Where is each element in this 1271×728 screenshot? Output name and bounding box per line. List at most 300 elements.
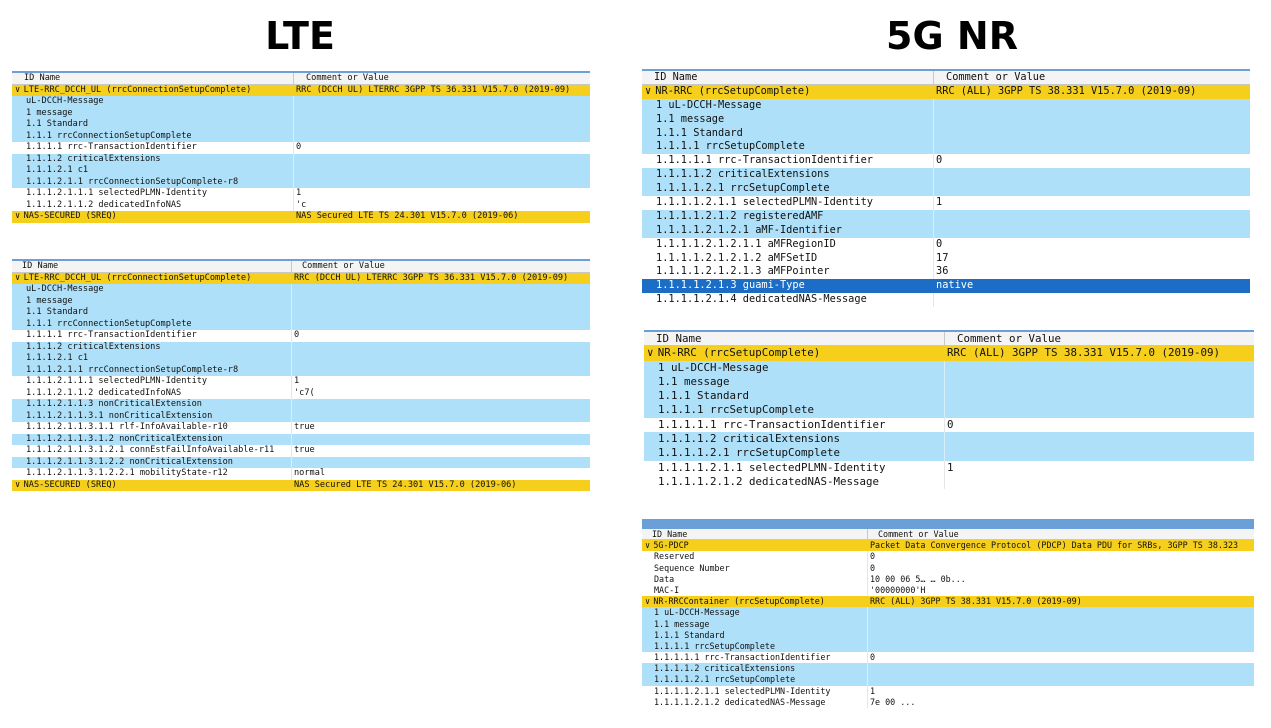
id-name-cell	[644, 418, 945, 432]
id-name-text: NR-RRCContainer (rrcSetupComplete)	[653, 596, 825, 607]
id-name-text: 1.1.1 Standard	[658, 389, 750, 403]
tree-row[interactable]	[642, 697, 1254, 708]
id-name-text: 1.1.1.2.1.1.3.1.2 nonCriticalExtension	[26, 433, 223, 444]
tree-row[interactable]	[12, 188, 590, 200]
value-cell	[292, 422, 590, 434]
id-name-text: uL-DCCH-Message	[26, 284, 104, 294]
tree-row[interactable]	[12, 165, 590, 177]
id-name-text: 1.1.1.1.2 criticalExtensions	[658, 432, 841, 446]
value-cell	[292, 388, 590, 400]
id-name-cell	[642, 113, 934, 127]
tree-row[interactable]	[642, 663, 1254, 674]
value-text: 0	[870, 562, 876, 573]
tree-row[interactable]	[12, 457, 590, 469]
tree-row[interactable]	[644, 432, 1254, 446]
value-cell	[945, 361, 1254, 375]
value-cell	[934, 182, 1250, 196]
chevron-down-icon[interactable]: ∨	[645, 540, 651, 551]
value-column-header[interactable]: Comment or Value	[946, 71, 1046, 83]
id-name-text: 1.1.1.2.1.1.2 dedicatedInfoNAS	[26, 199, 182, 210]
value-cell	[934, 252, 1250, 266]
value-cell	[934, 85, 1250, 99]
chevron-down-icon[interactable]: ∨	[15, 84, 21, 95]
protocol-header-row[interactable]	[642, 85, 1250, 99]
id-name-cell	[644, 446, 945, 460]
id-name-cell	[642, 563, 868, 574]
id-name-cell	[642, 574, 868, 585]
tree-row[interactable]	[642, 252, 1250, 266]
value-cell	[292, 273, 590, 285]
id-name-cell	[642, 99, 934, 113]
id-name-text: 1.1.1.1.2.1.2.1.3 aMFPointer	[656, 265, 830, 278]
value-cell	[945, 446, 1254, 460]
tree-row[interactable]	[642, 619, 1254, 630]
id-name-text: 1.1 Standard	[26, 307, 89, 317]
id-name-text: 1.1.1.2.1 c1	[26, 165, 89, 175]
value-cell	[934, 154, 1250, 168]
id-name-column-header[interactable]: ID Name	[12, 73, 294, 84]
value-cell	[294, 188, 590, 200]
tree-row[interactable]	[642, 630, 1254, 641]
id-name-cell	[642, 607, 868, 618]
tree-row[interactable]	[12, 376, 590, 388]
value-text: 10 00 06 5… … 0b...	[870, 573, 966, 584]
tree-row[interactable]	[644, 389, 1254, 403]
id-name-cell	[644, 346, 945, 360]
protocol-header-row[interactable]	[12, 211, 590, 223]
tree-row[interactable]	[642, 686, 1254, 697]
value-cell	[868, 607, 1254, 618]
tree-row[interactable]	[642, 293, 1250, 307]
value-cell	[292, 330, 590, 342]
id-name-text: 1.1.1.2.1 c1	[26, 353, 89, 363]
id-name-cell	[642, 641, 868, 652]
value-text: 'c	[296, 199, 307, 210]
tree-row[interactable]	[642, 182, 1250, 196]
value-cell	[934, 238, 1250, 252]
value-cell	[934, 293, 1250, 307]
id-name-cell	[12, 154, 294, 166]
column-header	[642, 529, 1254, 540]
tree-row[interactable]	[644, 403, 1254, 417]
value-text: RRC (DCCH UL) LTERRC 3GPP TS 36.331 V15.7.0 (2019-09)	[294, 272, 569, 283]
id-name-cell	[644, 361, 945, 375]
chevron-down-icon[interactable]: ∨	[15, 211, 21, 221]
id-name-text: 1.1.1.1.2.1.2.1.1 aMFRegionID	[656, 237, 836, 250]
value-cell	[945, 403, 1254, 417]
value-cell	[868, 641, 1254, 652]
value-cell	[945, 461, 1254, 475]
id-name-cell	[644, 389, 945, 403]
id-name-cell	[642, 551, 868, 562]
id-name-text: 1.1.1.2.1.1.3.1.2.2.1 mobilityState-r12	[26, 468, 228, 478]
id-name-cell	[642, 279, 934, 293]
id-name-column-header[interactable]: ID Name	[644, 332, 945, 345]
tree-row[interactable]	[644, 361, 1254, 375]
tree-row[interactable]	[12, 154, 590, 166]
id-name-text: 1.1 message	[654, 618, 710, 629]
value-cell	[945, 375, 1254, 389]
tree-row[interactable]	[642, 210, 1250, 224]
id-name-cell	[642, 224, 934, 238]
id-name-column-header[interactable]: ID Name	[642, 529, 868, 539]
value-cell	[868, 686, 1254, 697]
id-name-text: 1.1.1.2 criticalExtensions	[26, 341, 161, 352]
tree-row[interactable]	[12, 131, 590, 143]
value-text: 1	[947, 460, 954, 474]
value-cell	[292, 434, 590, 446]
value-text: normal	[294, 468, 326, 478]
id-name-text: 1 message	[26, 295, 73, 306]
tree-row[interactable]	[642, 224, 1250, 238]
value-cell	[934, 99, 1250, 113]
value-cell	[294, 119, 590, 131]
id-name-cell	[12, 353, 292, 365]
tree-row[interactable]	[12, 96, 590, 108]
value-text: RRC (ALL) 3GPP TS 38.331 V15.7.0 (2019-09)	[947, 346, 1221, 360]
tree-row[interactable]	[642, 113, 1250, 127]
tree-row[interactable]	[12, 307, 590, 319]
value-text: true	[294, 422, 315, 432]
tree-row[interactable]	[642, 140, 1250, 154]
id-name-text: MAC-I	[654, 584, 680, 595]
id-name-text: 1.1 Standard	[26, 119, 89, 129]
value-cell	[292, 399, 590, 411]
id-name-text: 1.1.1.2.1.1 rrcConnectionSetupComplete-r8	[26, 364, 239, 375]
id-name-text: 1.1.1.2 criticalExtensions	[26, 153, 161, 164]
id-name-cell	[642, 663, 868, 674]
id-name-cell	[642, 652, 868, 663]
value-cell	[294, 211, 590, 223]
id-name-cell	[642, 619, 868, 630]
id-name-text: 1.1 message	[656, 112, 725, 125]
chevron-down-icon[interactable]: ∨	[15, 479, 21, 490]
id-name-cell	[12, 399, 292, 411]
id-name-text: 1.1.1 Standard	[654, 629, 725, 640]
id-name-text: 1.1.1.1.2.1.2 registeredAMF	[656, 209, 824, 222]
value-cell	[934, 196, 1250, 210]
id-name-text: 1.1.1.1.2.1 rrcSetupComplete	[654, 674, 796, 685]
id-name-text: 1.1.1.1.2.1.2.1 aMF-Identifier	[656, 223, 842, 236]
value-cell	[292, 365, 590, 377]
id-name-text: 1.1.1.1 rrcSetupComplete	[658, 403, 815, 417]
tree-row[interactable]	[12, 296, 590, 308]
chevron-down-icon[interactable]: ∨	[645, 596, 651, 607]
value-cell	[294, 85, 590, 97]
value-cell	[294, 200, 590, 212]
tree-row[interactable]	[12, 353, 590, 365]
tree-row[interactable]	[642, 641, 1254, 652]
lte-heading: LTE	[265, 14, 335, 58]
id-name-text: Reserved	[654, 551, 695, 562]
value-text: 1	[294, 376, 300, 386]
tree-row[interactable]	[12, 411, 590, 423]
id-name-cell	[12, 480, 292, 492]
id-name-cell	[642, 196, 934, 210]
value-cell	[934, 265, 1250, 279]
id-name-cell	[642, 238, 934, 252]
id-name-text: 1.1.1 Standard	[656, 126, 743, 139]
nr-decode-panel-bottom	[642, 519, 1254, 708]
id-name-text: 1.1.1.2.1.1 rrcConnectionSetupComplete-r8	[26, 176, 239, 187]
id-name-text: 1.1.1.2.1.1.3 nonCriticalExtension	[26, 399, 202, 409]
id-name-cell	[642, 293, 934, 307]
id-name-text: 1.1.1.1.2 criticalExtensions	[654, 663, 796, 674]
tree-row[interactable]	[644, 461, 1254, 475]
tree-row[interactable]	[642, 238, 1250, 252]
tree-row[interactable]	[642, 154, 1250, 168]
tree-row[interactable]	[12, 319, 590, 331]
tree-row[interactable]	[642, 563, 1254, 574]
value-cell	[292, 319, 590, 331]
id-name-cell	[642, 630, 868, 641]
value-cell	[934, 168, 1250, 182]
id-name-text: 1.1.1.1.2.1.1 selectedPLMN-Identity	[656, 196, 873, 209]
value-text: 36	[936, 265, 949, 278]
tree-row[interactable]	[642, 674, 1254, 685]
value-text: 0	[870, 551, 876, 562]
value-cell	[868, 596, 1254, 607]
protocol-header-row[interactable]	[12, 273, 590, 285]
tree-row[interactable]	[12, 422, 590, 434]
id-name-cell	[12, 411, 292, 423]
nr-decode-panel-top	[642, 69, 1250, 307]
id-name-cell	[644, 461, 945, 475]
id-name-text: 1.1.1 rrcConnectionSetupComplete	[26, 130, 192, 141]
value-cell	[868, 574, 1254, 585]
tree-row[interactable]	[644, 475, 1254, 489]
tree-row[interactable]	[12, 142, 590, 154]
value-column-header[interactable]: Comment or Value	[957, 332, 1062, 345]
id-name-text: 1.1.1.1.1 rrc-TransactionIdentifier	[658, 417, 886, 431]
value-cell	[934, 210, 1250, 224]
value-cell	[868, 551, 1254, 562]
id-name-cell	[12, 319, 292, 331]
tree-row[interactable]	[12, 365, 590, 377]
value-cell	[934, 224, 1250, 238]
id-name-text: 5G-PDCP	[653, 540, 689, 551]
id-name-text: 1.1.1.1 rrc-TransactionIdentifier	[26, 330, 197, 340]
value-cell	[292, 284, 590, 296]
value-cell	[294, 96, 590, 108]
value-cell	[868, 563, 1254, 574]
id-name-cell	[12, 422, 292, 434]
value-cell	[868, 630, 1254, 641]
id-name-text: NAS-SECURED (SREQ)	[23, 479, 117, 490]
id-name-column-header[interactable]: ID Name	[642, 71, 934, 84]
value-text: RRC (DCCH UL) LTERRC 3GPP TS 36.331 V15.7.0 (2019-09)	[296, 84, 571, 95]
protocol-header-row[interactable]	[12, 480, 590, 492]
id-name-cell	[644, 432, 945, 446]
value-text: RRC (ALL) 3GPP TS 38.331 V15.7.0 (2019-09)	[936, 84, 1197, 97]
tree-row[interactable]	[12, 468, 590, 480]
value-cell	[945, 432, 1254, 446]
id-name-cell	[12, 131, 294, 143]
nr-decode-panel-middle	[644, 330, 1254, 489]
protocol-header-row[interactable]	[642, 596, 1254, 607]
id-name-text: 1.1.1.2.1.1.3.1.1 rlf-InfoAvailable-r10	[26, 422, 228, 432]
tree-row[interactable]	[642, 652, 1254, 663]
id-name-text: 1.1.1.1.2.1.2 dedicatedNAS-Message	[658, 474, 880, 488]
value-text: true	[294, 445, 315, 455]
tree-row[interactable]	[12, 108, 590, 120]
value-cell	[292, 411, 590, 423]
value-cell	[868, 663, 1254, 674]
id-name-text: 1.1.1.2.1.1.1 selectedPLMN-Identity	[26, 376, 208, 386]
value-text: NAS Secured LTE TS 24.301 V15.7.0 (2019-06)	[296, 211, 519, 221]
value-cell	[292, 480, 590, 492]
id-name-cell	[642, 168, 934, 182]
value-column-header[interactable]: Comment or Value	[306, 73, 389, 83]
tree-row[interactable]	[12, 445, 590, 457]
value-cell	[934, 279, 1250, 293]
tree-row[interactable]	[642, 551, 1254, 562]
protocol-header-row[interactable]	[642, 540, 1254, 551]
value-cell	[945, 418, 1254, 432]
value-cell	[945, 389, 1254, 403]
value-text: RRC (ALL) 3GPP TS 38.331 V15.7.0 (2019-09)	[870, 596, 1082, 607]
lte-decode-panel-large	[12, 259, 590, 491]
tree-row[interactable]	[12, 200, 590, 212]
id-name-text: 1 uL-DCCH-Message	[654, 607, 740, 618]
chevron-down-icon[interactable]: ∨	[645, 84, 652, 97]
id-name-cell	[642, 596, 868, 607]
tree-row[interactable]	[12, 388, 590, 400]
tree-row[interactable]	[644, 446, 1254, 460]
column-header	[644, 332, 1254, 346]
id-name-cell	[12, 284, 292, 296]
id-name-text: NAS-SECURED (SREQ)	[23, 211, 117, 221]
id-name-cell	[12, 330, 292, 342]
chevron-down-icon[interactable]: ∨	[15, 272, 21, 283]
value-text: 0	[294, 330, 300, 340]
id-name-text: 1.1.1.2.1.1.1 selectedPLMN-Identity	[26, 188, 208, 198]
value-cell	[292, 353, 590, 365]
value-text: 0	[936, 154, 943, 167]
tree-row[interactable]	[642, 574, 1254, 585]
tree-row[interactable]	[12, 119, 590, 131]
value-text: 7e 00 ...	[870, 696, 916, 707]
id-name-cell	[642, 252, 934, 266]
tree-row[interactable]	[642, 279, 1250, 293]
value-column-header[interactable]: Comment or Value	[878, 529, 959, 539]
tree-row[interactable]	[642, 265, 1250, 279]
value-cell	[294, 177, 590, 189]
value-column-header[interactable]: Comment or Value	[302, 261, 385, 271]
id-name-cell	[12, 200, 294, 212]
id-name-column-header[interactable]: ID Name	[12, 261, 292, 272]
tree-row[interactable]	[642, 168, 1250, 182]
value-cell	[868, 619, 1254, 630]
id-name-cell	[12, 119, 294, 131]
value-text: '00000000'H	[870, 584, 926, 595]
id-name-cell	[642, 697, 868, 708]
value-cell	[868, 540, 1254, 551]
value-cell	[294, 131, 590, 143]
value-text: 0	[296, 142, 302, 152]
id-name-cell	[12, 273, 292, 285]
id-name-text: 1.1.1.1.2.1.1 selectedPLMN-Identity	[658, 460, 886, 474]
id-name-cell	[12, 142, 294, 154]
id-name-cell	[12, 177, 294, 189]
id-name-text: 1.1.1.1 rrcSetupComplete	[656, 140, 805, 153]
id-name-text: 1.1.1.1 rrc-TransactionIdentifier	[26, 142, 197, 152]
value-cell	[294, 165, 590, 177]
value-text: 0	[870, 652, 876, 663]
tree-row[interactable]	[642, 585, 1254, 596]
value-cell	[292, 457, 590, 469]
id-name-text: LTE-RRC_DCCH_UL (rrcConnectionSetupComplete)	[23, 84, 252, 95]
id-name-cell	[12, 388, 292, 400]
id-name-text: 1.1.1.1.2.1.2.1.2 aMFSetID	[656, 251, 818, 264]
tree-row[interactable]	[12, 284, 590, 296]
value-cell	[294, 142, 590, 154]
id-name-text: uL-DCCH-Message	[26, 96, 104, 106]
id-name-text: 1 message	[26, 107, 73, 118]
value-cell	[292, 296, 590, 308]
id-name-cell	[12, 296, 292, 308]
id-name-text: NR-RRC (rrcSetupComplete)	[657, 346, 821, 360]
id-name-cell	[12, 445, 292, 457]
tree-row[interactable]	[12, 399, 590, 411]
id-name-cell	[642, 686, 868, 697]
id-name-cell	[12, 376, 292, 388]
tree-row[interactable]	[644, 375, 1254, 389]
value-cell	[294, 108, 590, 120]
tree-row[interactable]	[642, 196, 1250, 210]
tree-row[interactable]	[642, 127, 1250, 141]
id-name-cell	[642, 182, 934, 196]
id-name-cell	[644, 475, 945, 489]
id-name-cell	[12, 342, 292, 354]
id-name-cell	[642, 674, 868, 685]
id-name-text: Sequence Number	[654, 562, 730, 573]
id-name-text: 1.1 message	[658, 374, 730, 388]
id-name-text: 1.1.1.2.1.1.3.1 nonCriticalExtension	[26, 410, 213, 421]
value-text: NAS Secured LTE TS 24.301 V15.7.0 (2019-06)	[294, 479, 517, 490]
id-name-cell	[642, 265, 934, 279]
id-name-cell	[12, 468, 292, 480]
tree-row[interactable]	[644, 418, 1254, 432]
tree-row[interactable]	[12, 434, 590, 446]
id-name-cell	[642, 585, 868, 596]
tree-row[interactable]	[12, 342, 590, 354]
chevron-down-icon[interactable]: ∨	[647, 346, 654, 360]
id-name-cell	[642, 540, 868, 551]
value-cell	[294, 154, 590, 166]
protocol-header-row[interactable]	[644, 346, 1254, 360]
protocol-header-row[interactable]	[12, 85, 590, 97]
id-name-cell	[12, 108, 294, 120]
tree-row[interactable]	[642, 99, 1250, 113]
id-name-text: 1.1.1.1.1 rrc-TransactionIdentifier	[654, 652, 831, 663]
id-name-text: Data	[654, 573, 675, 584]
id-name-text: 1.1.1.1.2.1 rrcSetupComplete	[656, 182, 830, 195]
tree-row[interactable]	[642, 607, 1254, 618]
id-name-cell	[644, 375, 945, 389]
id-name-text: 1.1.1.2.1.1.3.1.2.1 connEstFailInfoAvailable-r11	[26, 445, 275, 455]
value-cell	[292, 445, 590, 457]
id-name-cell	[12, 434, 292, 446]
tree-row[interactable]	[12, 177, 590, 189]
id-name-text: NR-RRC (rrcSetupComplete)	[655, 84, 811, 97]
value-text: 17	[936, 251, 949, 264]
tree-row[interactable]	[12, 330, 590, 342]
column-header	[12, 73, 590, 85]
id-name-text: 1.1.1.2.1.1.3.1.2.2 nonCriticalExtension	[26, 456, 233, 467]
id-name-text: LTE-RRC_DCCH_UL (rrcConnectionSetupComplete)	[23, 272, 252, 283]
id-name-text: 1 uL-DCCH-Message	[656, 98, 762, 111]
